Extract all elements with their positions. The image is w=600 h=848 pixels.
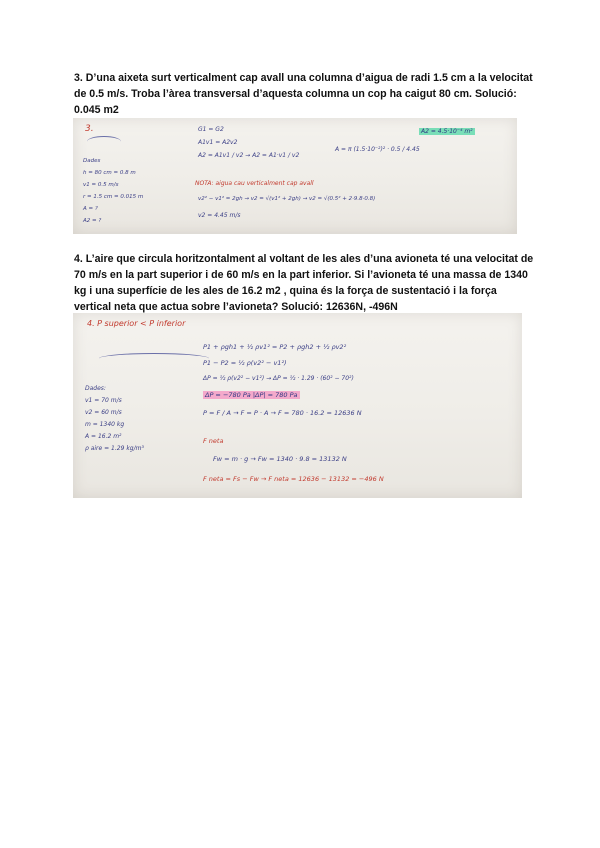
- note-eq1: G1 = G2: [198, 126, 224, 133]
- note-eq6: v2 = 4.45 m/s: [198, 212, 241, 219]
- note-eq4: ΔP = −780 Pa |ΔP| = 780 Pa: [205, 391, 298, 399]
- note-result: A2 = 4.5·10⁻⁴ m²: [421, 128, 473, 135]
- faucet-sketch: [87, 136, 121, 147]
- data-title: Dades: [83, 158, 101, 164]
- problem-3-statement: 3. D’una aixeta surt verticalment cap avall una columna d’aigua de radi 1.5 cm a la velocitat de 0.5 m/s. Troba l’àrea transversal d’aquesta columna un cop ha caigut 80 cm. Solució: 0.045 m2: [74, 72, 533, 116]
- note-eq4: A = π (1.5·10⁻²)² · 0.5 / 4.45: [335, 146, 420, 153]
- data-1: v1 = 70 m/s: [85, 397, 122, 404]
- handwritten-solution-photo-3: [73, 118, 517, 234]
- data-2: v2 = 60 m/s: [85, 409, 122, 416]
- note-eq5: v2² − v1² = 2gh → v2 = √(v1² + 2gh) → v2 = √(0.5² + 2·9.8·0.8): [198, 196, 376, 202]
- note-eq3: ΔP = ½ ρ(v2² − v1²) → ΔP = ½ · 1.29 · (60² − 70²): [203, 375, 354, 382]
- data-title: Dades:: [85, 385, 106, 392]
- data-4: A = ?: [83, 206, 98, 212]
- data-5: A2 = ?: [83, 218, 102, 224]
- note-eq5: P = F / A → F = P · A → F = 780 · 16.2 = 12636 N: [203, 409, 362, 417]
- note-eq2: P1 − P2 = ½ ρ(v2² − v1²): [203, 359, 287, 367]
- wing-sketch: [99, 353, 209, 364]
- note-title: 4. P superior < P inferior: [87, 319, 186, 328]
- data-3: m = 1340 kg: [85, 421, 125, 428]
- note-red-2: F neta = Fs − Fw → F neta = 12636 − 13132 = −496 N: [203, 475, 384, 483]
- note-red-1: F neta: [203, 437, 224, 445]
- data-5: ρ aire = 1.29 kg/m³: [85, 445, 144, 452]
- data-4: A = 16.2 m²: [85, 433, 122, 440]
- note-red-line: NOTA: aigua cau verticalment cap avall: [195, 180, 314, 187]
- data-2: v1 = 0.5 m/s: [83, 182, 119, 188]
- data-1: h = 80 cm = 0.8 m: [83, 170, 136, 176]
- handwritten-solution-photo-4: [73, 313, 522, 498]
- note-eq3: A2 = A1v1 / v2 → A2 = A1·v1 / v2: [198, 152, 300, 159]
- problem-number: 3.: [85, 124, 94, 134]
- data-3: r = 1.5 cm = 0.015 m: [83, 194, 144, 200]
- note-eq2: A1v1 = A2v2: [198, 139, 238, 146]
- note-eq6: Fw = m · g → Fw = 1340 · 9.8 = 13132 N: [213, 455, 347, 463]
- problem-4-statement: 4. L’aire que circula horitzontalment al voltant de les ales d’una avioneta té una velocitat de 70 m/s en la part superior i de 60 m/s en la part inferior. Si l’avioneta té una massa de 1340 kg i una superfície de les ales de 16.2 m2 , quina és la força de sustentació i la força vertical neta que actua sobre l’avioneta? Solució: 12636N, -496N: [74, 253, 534, 313]
- note-eq1: P1 + ρgh1 + ½ ρv1² = P2 + ρgh2 + ½ ρv2²: [203, 343, 347, 351]
